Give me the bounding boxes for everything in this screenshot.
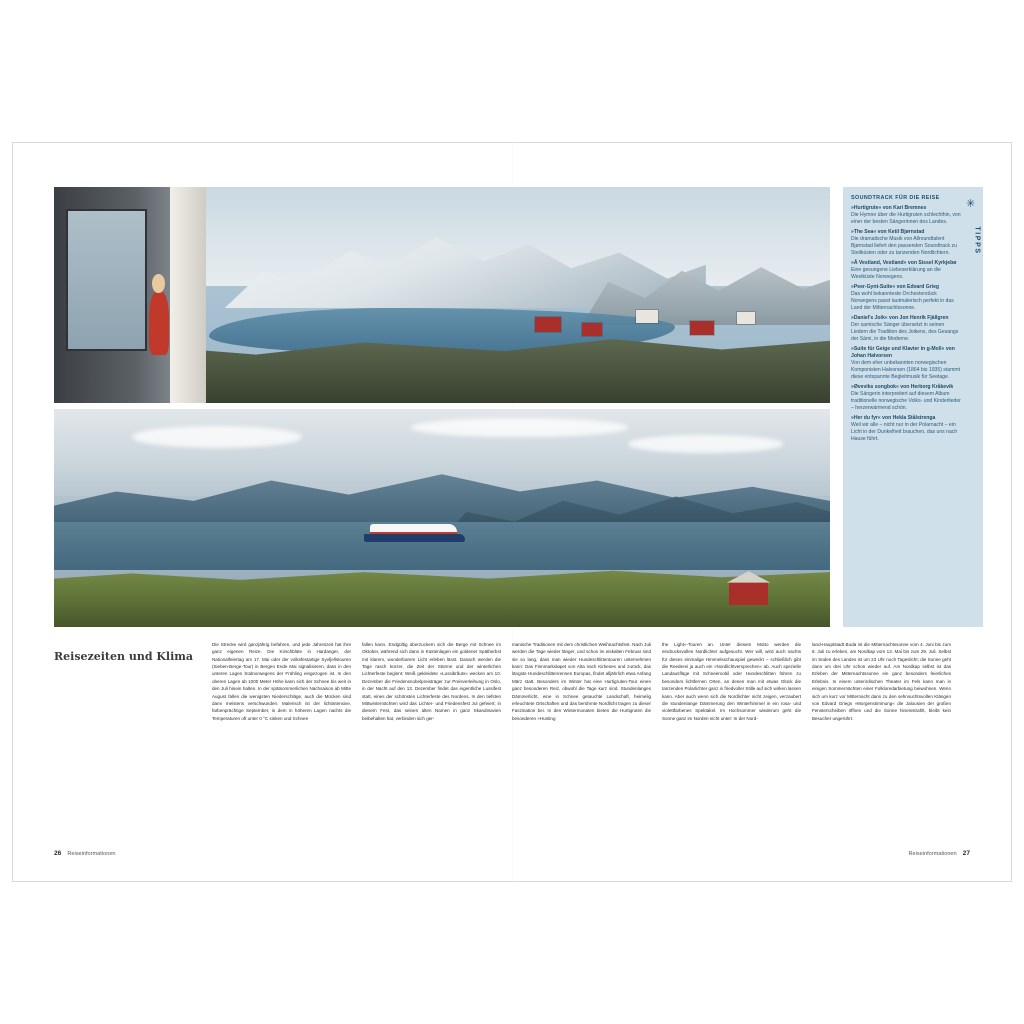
tips-entry-desc: Die Sängerin interpretiert auf diesem Album traditionelle norwegische Volks- und Kinderlieder – herzerwärmend schön. <box>851 391 961 411</box>
tips-entry <box>851 229 961 257</box>
tips-entry-desc: Der samische Sänger übersetzt in seinen Liedern die Tradition des Joikens, des Gesangs der Sámi, in die Moderne. <box>851 322 959 342</box>
asterisk-icon: ✳ <box>966 198 976 210</box>
photo-white-house <box>737 312 756 324</box>
tips-entry-desc: Die dramatische Musik von Allroundtalent Bjørnstad liefert den passenden Soundtrack zu Steilküsten oder zu tanzenden Nordlichtern. <box>851 236 957 256</box>
tips-content <box>851 195 961 621</box>
photo-red-house <box>690 321 713 335</box>
tips-entry-desc: Das wohl bekannteste Orchesterstück Norwegens passt lautmalerisch perfekt in das Land der Mitternachtssonne. <box>851 291 954 311</box>
tips-tab <box>963 193 981 633</box>
tips-entry <box>851 384 961 412</box>
tips-entry-title: »Her du fyr« von Hekla Stålstrenga <box>851 415 936 422</box>
article-column: fallen kann. Endgültig überzuckern sich die Berge mit Schnee im Oktober, während sich dann in Küstenlagen ein goldener Spätherbst mit klarem, wunderbarem Licht erleben lässt. Danach werden die Tage rasch kürzer, die Zeit der Stürme und der winterlichen Lichterfeste beginnt: Weiß gekleidete »Lussibråuts« wecken am 10. Dezember die Friedensnobelpreisträger zur Preisverleihung in Oslo, in der Nacht auf den 13. Dezember findet das eigentliche Lussifest statt, eines der schönsten Lichterfeste des Nordens. In den tiefsten Mittwinternächten wird das Lichter- und Friedensfest Jul gefeiert; in diesem Fest, das seinen alten Namen in ganz Skandinavien beibehalten hat, verbinden sich ger- <box>362 642 501 721</box>
photo-winter-fjord <box>54 187 830 403</box>
article-column: Die Strecke wird ganzjährig befahren, und jede Jahreszeit hat ihre ganz eigenen Reize. Die Kirschblüte in Hardanger, der Nationalfeiertag am 17. Mai oder der volksfestartige Syvfjellstouren (Sieben-Berge-Tour) in Bergen Ende Mai signalisieren, dass in den unteren Lagen Südnorwegens der Frühling eingezogen ist. In den oberen Lagen ab 1000 Meter Höhe kann sich der Schnee bis weit in den Juli hinein halten. In der spätsommerlichen Nachsaison ab Mitte August fallen die wenigsten Niederschläge, auch die Mücken sind dann meistens verschwunden. Malerisch ist der lichtintensive, farbenprächtige September, in dem in höheren Lagen nachts die Temperaturen oft unter 0 °C sinken und Schnee <box>212 642 351 721</box>
article-column: manische Traditionen mit dem christlichen Weihnachtsfest. Nach Juli werden die Tage wieder länger, und schon im eiskalten Februar sind sie so lang, dass man wieder Hundeschlittentouren unternehmen kann: Das Finnmarksløpet von Alta nach Kirkenes und zurück, das längste Hundeschlittenrennen Europas, findet alljährlich etwa Anfang März statt. Besonders im Winter hat eine Hurtigruten-Tour einen ganz besonderen Reiz, obwohl die Tage kurz sind. Stundenlanges Dämmerlicht, eine in Schnee getauchte Landschaft, heimelig erleuchtete Ortschaften und das berühmte Nordlicht tragen zu dieser Faszination bei. In den Wintermonaten bieten die Hurtigruten die besonderen »Hunting <box>512 642 651 721</box>
article-column: land-Hauptstadt Bodø ist die Mitternachtssonne vom 4. Juni bis zum 8. Juli zu erleben, am Nordkap vom 13. Mai bis zum 29. Juli. Selbst im Süden des Landes ist um 23 Uhr noch Tageslicht; die Sonne geht dann um drei Uhr schon wieder auf. Am Nordkap selbst ist das Erleben der Mitternachtssonne ein ganz besonders feierliches Erlebnis. In einem unterirdischen Theater im Fels kann man in einigen Sommernächten einer Folkloredarbietung beiwohnen. Wenn sich um kurz vor Mitternacht dann zu den sehnsuchtsvollen Klängen von Edvard Griegs »Morgenstimmung« die Jalousien der großen Fensterscheiben öffnen und die Sonne hineinstrahlt, bleibt kein Besucher ungerührt. <box>812 642 951 721</box>
page-number-left: 26 <box>54 850 62 857</box>
tips-entry <box>851 205 961 226</box>
photo-deck-post <box>170 187 206 403</box>
footer-label-left: Reiseinformationen <box>67 850 116 857</box>
footer-right <box>908 850 970 857</box>
tips-entry <box>851 284 961 312</box>
tips-tab-label: TIPPS <box>973 226 981 255</box>
tips-entry-title: »Øveviks songbok« von Herborg Kråkevik <box>851 384 954 391</box>
photo-red-boathouse <box>729 581 768 605</box>
footer-label-right: Reiseinformationen <box>908 850 957 857</box>
photo-green-shore <box>54 562 830 627</box>
tips-entry-title: »The Sea« von Ketil Bjørnstad <box>851 229 925 236</box>
photo-cloud <box>628 435 783 452</box>
photo-ship-window <box>66 209 148 351</box>
tips-title: SOUNDTRACK FÜR DIE REISE <box>851 195 940 201</box>
page-number-right: 27 <box>962 850 970 857</box>
page-title: Reisezeiten und Klima <box>54 650 194 664</box>
tips-entry-desc: Von dem eher unbekannten norwegischen Komponisten Halvorsen (1864 bis 1935) stammt diese entspannte Begleitmusik für Seetage. <box>851 360 961 380</box>
tips-entry-title: »Peer-Gynt-Suite« von Edvard Grieg <box>851 284 940 291</box>
photo-white-house <box>636 310 658 323</box>
tips-entry-desc: Die Hymne über die Hurtigruten schlechthin, von einer der besten Sängerinnen des Landes. <box>851 211 961 225</box>
tips-entry-desc: Weil wir alle – nicht nur in der Polarnacht – ein Licht in der Dunkelheit brauchen, das uns nach Hause führt. <box>851 422 958 442</box>
tips-entry-title: »Daniel's Joik« von Jon Henrik Fjällgren <box>851 315 949 322</box>
tips-entry <box>851 315 961 343</box>
photo-person <box>149 291 169 356</box>
tips-entry-title: »Å Vestland, Vestland« von Sissel Kyrkjebø <box>851 260 957 267</box>
tips-entry-desc: Eine gesungene Liebeserklärung an die Westküste Norwegens. <box>851 267 941 280</box>
photo-red-house <box>582 323 602 336</box>
tips-entry <box>851 415 961 443</box>
tips-entry-title: »Suite für Geige und Klavier in g-Moll« von Johan Halvorsen <box>851 346 955 360</box>
tips-entry <box>851 260 961 281</box>
book-spread <box>12 142 1012 882</box>
photo-hurtigruten-ship <box>54 409 830 627</box>
article-columns <box>212 641 984 831</box>
article-column: the Light«-Touren an. Unter diesem Motto werden die eindrucksvollen Nordlichter aufgesucht. Wer will, wird auch nachts für dieses einmalige Himmelsschauspiel geweckt – schließlich gibt die Reederei ja auch ein »Nordlichtversprechen« ab. Auch spezielle Landausflüge mit Schneemobil oder Hundeschlitten führen zu besonders lichtfernen Orten, an denen man mit etwas Glück die tanzenden Polarlichter ganz in friedvoller Stille auf sich wirken lassen kann. Aber auch wenn sich die Nordlichter nicht zeigen, verzaubert die stundenlange Dämmerung den Winterhimmel in ein rosa- und violettfarbenes Spektakel. Im Hochsommer wiederum geht die Sonne ganz im Norden nicht unter: In der Nord- <box>662 642 802 721</box>
photo-ship <box>364 522 465 542</box>
ship-hull <box>364 534 465 542</box>
tips-entry <box>851 346 961 380</box>
photo-red-house <box>535 317 561 332</box>
tips-sidebar <box>843 187 983 627</box>
tips-entry-title: »Hurtigrute« von Kari Bremnes <box>851 205 927 211</box>
footer-left <box>54 850 116 857</box>
